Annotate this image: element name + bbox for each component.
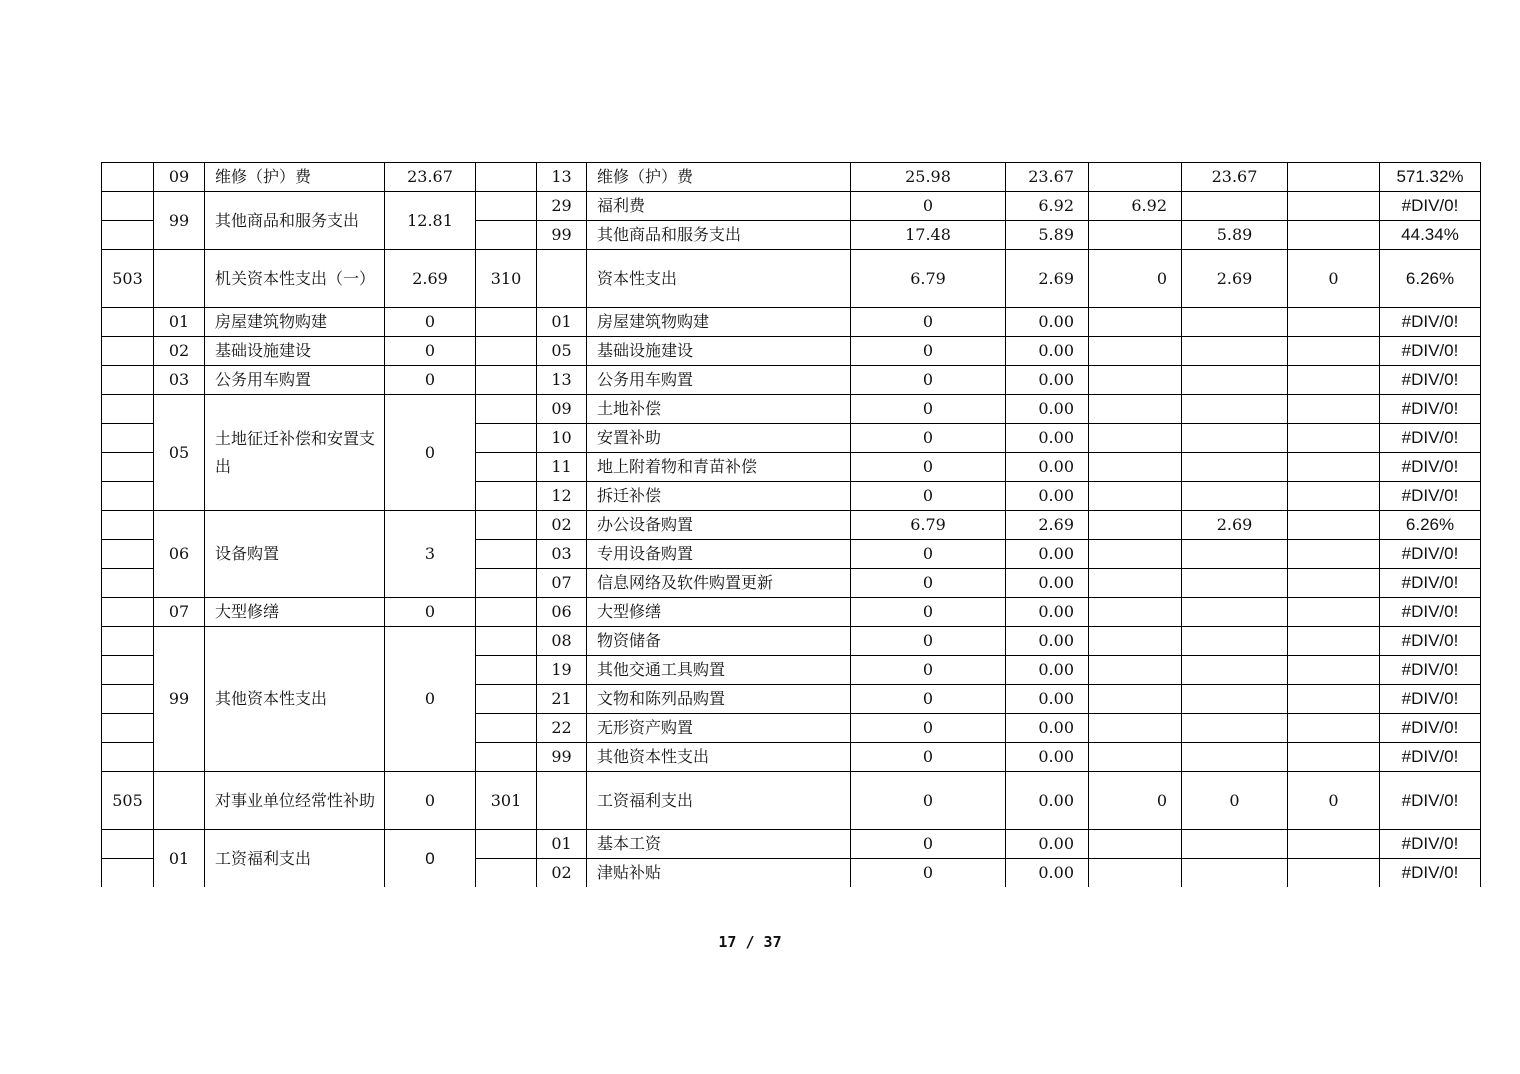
cell bbox=[1089, 830, 1182, 859]
cell: 11 bbox=[537, 453, 587, 482]
cell: 0 bbox=[851, 656, 1006, 685]
cell: #DIV/0! bbox=[1380, 627, 1481, 656]
cell: 0 bbox=[385, 598, 476, 627]
cell: 0 bbox=[385, 366, 476, 395]
cell bbox=[1089, 337, 1182, 366]
cell bbox=[1182, 598, 1288, 627]
cell bbox=[476, 743, 537, 772]
cell bbox=[476, 192, 537, 221]
cell: 5.89 bbox=[1006, 221, 1089, 250]
cell bbox=[102, 714, 154, 743]
cell: 0 bbox=[1288, 772, 1380, 830]
cell: 0 bbox=[385, 627, 476, 772]
cell bbox=[102, 395, 154, 424]
cell bbox=[1089, 308, 1182, 337]
cell bbox=[1089, 859, 1182, 888]
cell: 0.00 bbox=[1006, 395, 1089, 424]
cell bbox=[102, 308, 154, 337]
cell bbox=[1288, 859, 1380, 888]
cell: #DIV/0! bbox=[1380, 482, 1481, 511]
cell: 其他商品和服务支出 bbox=[587, 221, 851, 250]
cell bbox=[476, 482, 537, 511]
cell bbox=[1089, 627, 1182, 656]
cell bbox=[1182, 395, 1288, 424]
cell bbox=[102, 540, 154, 569]
cell: 津贴补贴 bbox=[587, 859, 851, 888]
cell: 0 bbox=[851, 482, 1006, 511]
cell: 工资福利支出 bbox=[205, 830, 385, 888]
cell: 13 bbox=[537, 163, 587, 192]
cell bbox=[154, 250, 205, 308]
cell: 0 bbox=[385, 337, 476, 366]
table-row bbox=[102, 395, 1481, 424]
cell bbox=[1182, 569, 1288, 598]
cell bbox=[1288, 482, 1380, 511]
cell bbox=[1288, 424, 1380, 453]
cell bbox=[1089, 395, 1182, 424]
cell bbox=[1182, 482, 1288, 511]
cell bbox=[102, 511, 154, 540]
cell: 福利费 bbox=[587, 192, 851, 221]
cell bbox=[102, 685, 154, 714]
cell: 大型修缮 bbox=[205, 598, 385, 627]
cell: 06 bbox=[154, 511, 205, 598]
cell: 6.26% bbox=[1380, 250, 1481, 308]
cell: 房屋建筑物购建 bbox=[205, 308, 385, 337]
cell: 0 bbox=[851, 453, 1006, 482]
cell: 0.00 bbox=[1006, 482, 1089, 511]
cell: 0 bbox=[385, 308, 476, 337]
cell: 安置补助 bbox=[587, 424, 851, 453]
cell: 对事业单位经常性补助 bbox=[205, 772, 385, 830]
cell: #DIV/0! bbox=[1380, 772, 1481, 830]
cell: 0 bbox=[385, 772, 476, 830]
cell bbox=[1288, 308, 1380, 337]
cell: 01 bbox=[537, 830, 587, 859]
cell bbox=[476, 453, 537, 482]
cell: 22 bbox=[537, 714, 587, 743]
cell: 0 bbox=[851, 743, 1006, 772]
cell: 地上附着物和青苗补偿 bbox=[587, 453, 851, 482]
cell: 0 bbox=[851, 308, 1006, 337]
cell bbox=[1182, 453, 1288, 482]
cell bbox=[1288, 337, 1380, 366]
cell: 2.69 bbox=[1006, 511, 1089, 540]
table-row bbox=[102, 163, 1481, 192]
cell: #DIV/0! bbox=[1380, 743, 1481, 772]
cell: 基本工资 bbox=[587, 830, 851, 859]
cell bbox=[102, 859, 154, 888]
cell: 其他资本性支出 bbox=[587, 743, 851, 772]
cell: 公务用车购置 bbox=[587, 366, 851, 395]
cell: 05 bbox=[537, 337, 587, 366]
cell: 01 bbox=[537, 308, 587, 337]
cell: 0 bbox=[851, 395, 1006, 424]
cell: 3 bbox=[385, 511, 476, 598]
cell bbox=[476, 337, 537, 366]
cell: 06 bbox=[537, 598, 587, 627]
cell: 5.89 bbox=[1182, 221, 1288, 250]
cell bbox=[1182, 714, 1288, 743]
cell: 资本性支出 bbox=[587, 250, 851, 308]
table-row bbox=[102, 192, 1481, 221]
cell: #DIV/0! bbox=[1380, 714, 1481, 743]
cell: 0 bbox=[851, 830, 1006, 859]
cell bbox=[537, 250, 587, 308]
cell: 0 bbox=[851, 192, 1006, 221]
cell: 工资福利支出 bbox=[587, 772, 851, 830]
cell: 基础设施建设 bbox=[587, 337, 851, 366]
cell bbox=[1182, 337, 1288, 366]
cell: 02 bbox=[154, 337, 205, 366]
cell: #DIV/0! bbox=[1380, 453, 1481, 482]
cell: 机关资本性支出（一） bbox=[205, 250, 385, 308]
cell: 23.67 bbox=[1182, 163, 1288, 192]
cell: 大型修缮 bbox=[587, 598, 851, 627]
cell bbox=[1182, 656, 1288, 685]
cell: 19 bbox=[537, 656, 587, 685]
cell: #DIV/0! bbox=[1380, 656, 1481, 685]
cell: 23.67 bbox=[1006, 163, 1089, 192]
cell bbox=[102, 598, 154, 627]
cell bbox=[1089, 598, 1182, 627]
cell: 0 bbox=[851, 540, 1006, 569]
cell: 23.67 bbox=[385, 163, 476, 192]
cell bbox=[1182, 308, 1288, 337]
cell bbox=[102, 627, 154, 656]
cell: 土地补偿 bbox=[587, 395, 851, 424]
cell: 无形资产购置 bbox=[587, 714, 851, 743]
cell bbox=[1089, 743, 1182, 772]
cell: #DIV/0! bbox=[1380, 685, 1481, 714]
cell: 土地征迁补偿和安置支出 bbox=[205, 395, 385, 511]
cell bbox=[102, 453, 154, 482]
cell: 0 bbox=[1089, 772, 1182, 830]
cell: 310 bbox=[476, 250, 537, 308]
cell bbox=[476, 598, 537, 627]
cell bbox=[1182, 859, 1288, 888]
cell: 01 bbox=[154, 308, 205, 337]
cell: 6.92 bbox=[1006, 192, 1089, 221]
cell: 房屋建筑物购建 bbox=[587, 308, 851, 337]
table-row bbox=[102, 830, 1481, 859]
cell: 0.00 bbox=[1006, 453, 1089, 482]
cell: #DIV/0! bbox=[1380, 540, 1481, 569]
cell bbox=[102, 192, 154, 221]
cell: 99 bbox=[154, 192, 205, 250]
cell bbox=[476, 221, 537, 250]
cell bbox=[102, 482, 154, 511]
cell: 2.69 bbox=[1182, 250, 1288, 308]
cell: 571.32% bbox=[1380, 163, 1481, 192]
cell: 6.92 bbox=[1089, 192, 1182, 221]
cell bbox=[102, 337, 154, 366]
cell: 01 bbox=[154, 830, 205, 888]
cell bbox=[1089, 424, 1182, 453]
cell: #DIV/0! bbox=[1380, 366, 1481, 395]
cell: 21 bbox=[537, 685, 587, 714]
cell: 0.00 bbox=[1006, 859, 1089, 888]
cell: 0.00 bbox=[1006, 598, 1089, 627]
cell: 0.00 bbox=[1006, 337, 1089, 366]
cell: 0 bbox=[851, 598, 1006, 627]
cell: #DIV/0! bbox=[1380, 308, 1481, 337]
cell: 0.00 bbox=[1006, 743, 1089, 772]
cell bbox=[102, 424, 154, 453]
cell: 0 bbox=[851, 366, 1006, 395]
cell bbox=[1089, 540, 1182, 569]
cell: #DIV/0! bbox=[1380, 569, 1481, 598]
table-row bbox=[102, 308, 1481, 337]
table-row bbox=[102, 250, 1481, 308]
cell: 99 bbox=[154, 627, 205, 772]
table-row bbox=[102, 366, 1481, 395]
cell: 维修（护）费 bbox=[205, 163, 385, 192]
cell bbox=[1089, 656, 1182, 685]
cell bbox=[1288, 395, 1380, 424]
cell bbox=[476, 395, 537, 424]
cell: 0 bbox=[851, 714, 1006, 743]
cell bbox=[1089, 714, 1182, 743]
cell bbox=[1288, 627, 1380, 656]
cell: 503 bbox=[102, 250, 154, 308]
cell: 0.00 bbox=[1006, 540, 1089, 569]
cell: 0.00 bbox=[1006, 308, 1089, 337]
cell: #DIV/0! bbox=[1380, 424, 1481, 453]
cell: 0.00 bbox=[1006, 714, 1089, 743]
cell bbox=[1288, 163, 1380, 192]
cell bbox=[476, 627, 537, 656]
cell: 12.81 bbox=[385, 192, 476, 250]
cell bbox=[1089, 221, 1182, 250]
cell bbox=[102, 569, 154, 598]
cell: #DIV/0! bbox=[1380, 598, 1481, 627]
cell: 0 bbox=[1288, 250, 1380, 308]
cell: #DIV/0! bbox=[1380, 337, 1481, 366]
cell: 0 bbox=[1089, 250, 1182, 308]
cell: 03 bbox=[537, 540, 587, 569]
cell bbox=[1182, 830, 1288, 859]
page-number: 17 / 37 bbox=[718, 933, 782, 951]
cell bbox=[1288, 830, 1380, 859]
cell bbox=[476, 424, 537, 453]
cell: 其他交通工具购置 bbox=[587, 656, 851, 685]
cell bbox=[1182, 424, 1288, 453]
cell: 05 bbox=[154, 395, 205, 511]
cell bbox=[1089, 453, 1182, 482]
cell bbox=[476, 511, 537, 540]
table-row bbox=[102, 627, 1481, 656]
cell: 0 bbox=[385, 830, 476, 888]
cell bbox=[476, 830, 537, 859]
cell bbox=[102, 163, 154, 192]
cell: 0 bbox=[851, 772, 1006, 830]
cell: 文物和陈列品购置 bbox=[587, 685, 851, 714]
cell bbox=[476, 859, 537, 888]
cell: 0.00 bbox=[1006, 366, 1089, 395]
cell bbox=[1288, 743, 1380, 772]
cell: 12 bbox=[537, 482, 587, 511]
cell bbox=[1182, 685, 1288, 714]
cell: 2.69 bbox=[385, 250, 476, 308]
cell: 0.00 bbox=[1006, 569, 1089, 598]
cell bbox=[1288, 192, 1380, 221]
cell: 99 bbox=[537, 221, 587, 250]
cell: 办公设备购置 bbox=[587, 511, 851, 540]
table-row bbox=[102, 337, 1481, 366]
cell: 09 bbox=[154, 163, 205, 192]
table-row bbox=[102, 772, 1481, 830]
cell bbox=[1288, 656, 1380, 685]
cell: 信息网络及软件购置更新 bbox=[587, 569, 851, 598]
cell bbox=[1288, 714, 1380, 743]
cell bbox=[154, 772, 205, 830]
cell: 0 bbox=[851, 569, 1006, 598]
cell: 13 bbox=[537, 366, 587, 395]
cell: 0.00 bbox=[1006, 424, 1089, 453]
cell: 301 bbox=[476, 772, 537, 830]
cell: 0 bbox=[851, 685, 1006, 714]
cell: 6.26% bbox=[1380, 511, 1481, 540]
cell bbox=[1089, 511, 1182, 540]
cell: 设备购置 bbox=[205, 511, 385, 598]
cell bbox=[1182, 743, 1288, 772]
cell: 0.00 bbox=[1006, 656, 1089, 685]
cell bbox=[1182, 192, 1288, 221]
cell bbox=[476, 540, 537, 569]
cell: 基础设施建设 bbox=[205, 337, 385, 366]
cell bbox=[476, 308, 537, 337]
expenditure-table bbox=[101, 162, 1481, 887]
cell: #DIV/0! bbox=[1380, 395, 1481, 424]
cell: 29 bbox=[537, 192, 587, 221]
cell bbox=[1089, 163, 1182, 192]
cell: 0 bbox=[851, 627, 1006, 656]
cell bbox=[476, 656, 537, 685]
cell bbox=[1288, 685, 1380, 714]
cell: 6.79 bbox=[851, 250, 1006, 308]
cell bbox=[1089, 482, 1182, 511]
cell: 07 bbox=[154, 598, 205, 627]
cell: 08 bbox=[537, 627, 587, 656]
cell bbox=[102, 366, 154, 395]
cell: 44.34% bbox=[1380, 221, 1481, 250]
cell: 0.00 bbox=[1006, 685, 1089, 714]
cell: 其他商品和服务支出 bbox=[205, 192, 385, 250]
cell bbox=[1288, 598, 1380, 627]
cell bbox=[1288, 221, 1380, 250]
cell bbox=[102, 656, 154, 685]
cell bbox=[102, 743, 154, 772]
cell bbox=[476, 714, 537, 743]
cell bbox=[102, 830, 154, 859]
cell bbox=[1288, 540, 1380, 569]
cell: 2.69 bbox=[1006, 250, 1089, 308]
cell bbox=[1182, 627, 1288, 656]
table-row bbox=[102, 598, 1481, 627]
cell bbox=[1089, 569, 1182, 598]
cell bbox=[1288, 511, 1380, 540]
cell bbox=[537, 772, 587, 830]
cell bbox=[1288, 366, 1380, 395]
cell: 0 bbox=[1182, 772, 1288, 830]
cell: 0.00 bbox=[1006, 772, 1089, 830]
cell bbox=[102, 221, 154, 250]
cell: 505 bbox=[102, 772, 154, 830]
cell: 99 bbox=[537, 743, 587, 772]
cell bbox=[476, 685, 537, 714]
cell bbox=[1288, 453, 1380, 482]
table-row bbox=[102, 511, 1481, 540]
cell: 02 bbox=[537, 511, 587, 540]
cell: 维修（护）费 bbox=[587, 163, 851, 192]
cell: 09 bbox=[537, 395, 587, 424]
cell: #DIV/0! bbox=[1380, 859, 1481, 888]
cell: 0 bbox=[851, 337, 1006, 366]
cell: 6.79 bbox=[851, 511, 1006, 540]
cell: 0 bbox=[385, 395, 476, 511]
cell: 0 bbox=[851, 859, 1006, 888]
cell: 0.00 bbox=[1006, 627, 1089, 656]
cell: 02 bbox=[537, 859, 587, 888]
cell: 0.00 bbox=[1006, 830, 1089, 859]
cell: 2.69 bbox=[1182, 511, 1288, 540]
cell bbox=[1089, 685, 1182, 714]
cell bbox=[1288, 569, 1380, 598]
cell: 07 bbox=[537, 569, 587, 598]
cell: 0 bbox=[851, 424, 1006, 453]
cell bbox=[1182, 366, 1288, 395]
cell: #DIV/0! bbox=[1380, 192, 1481, 221]
cell: 17.48 bbox=[851, 221, 1006, 250]
cell bbox=[1089, 366, 1182, 395]
cell: 25.98 bbox=[851, 163, 1006, 192]
cell bbox=[476, 366, 537, 395]
cell: 公务用车购置 bbox=[205, 366, 385, 395]
cell: 专用设备购置 bbox=[587, 540, 851, 569]
cell bbox=[1182, 540, 1288, 569]
cell bbox=[476, 569, 537, 598]
cell: 物资储备 bbox=[587, 627, 851, 656]
cell: 拆迁补偿 bbox=[587, 482, 851, 511]
cell: #DIV/0! bbox=[1380, 830, 1481, 859]
cell bbox=[476, 163, 537, 192]
cell: 03 bbox=[154, 366, 205, 395]
cell: 其他资本性支出 bbox=[205, 627, 385, 772]
cell: 10 bbox=[537, 424, 587, 453]
